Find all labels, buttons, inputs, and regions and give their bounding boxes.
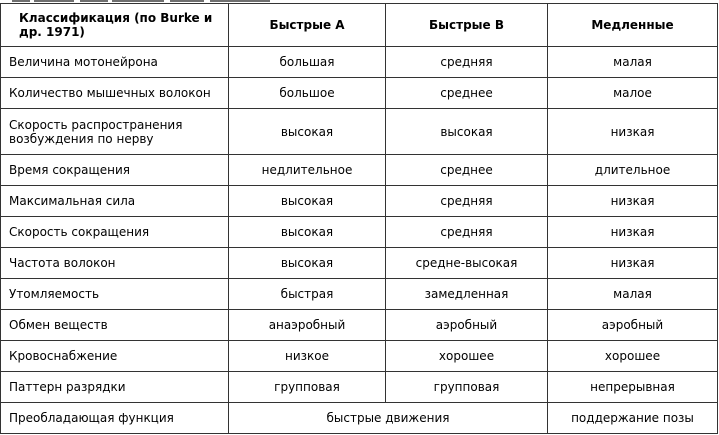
cell-fast-b: аэробный bbox=[386, 310, 548, 341]
cell-slow: малое bbox=[548, 78, 718, 109]
cell-slow: низкая bbox=[548, 217, 718, 248]
cell-fast-b: средняя bbox=[386, 217, 548, 248]
cell-fast-b: среднее bbox=[386, 155, 548, 186]
row-label: Скорость распространения возбуждения по нерву bbox=[1, 109, 229, 155]
table-row bbox=[1, 310, 718, 341]
cell-fast-b: средняя bbox=[386, 186, 548, 217]
cell-fast-a: высокая bbox=[229, 186, 386, 217]
cell-fast-a: недлительное bbox=[229, 155, 386, 186]
table-row bbox=[1, 109, 718, 155]
row-label: Кровоснабжение bbox=[1, 341, 229, 372]
cell-fast-a: высокая bbox=[229, 109, 386, 155]
cell-slow: хорошее bbox=[548, 341, 718, 372]
header-fast-b: Быстрые В bbox=[386, 4, 548, 47]
cell-slow: низкая bbox=[548, 186, 718, 217]
cell-fast-a: большое bbox=[229, 78, 386, 109]
cell-slow: малая bbox=[548, 279, 718, 310]
row-label: Количество мышечных волокон bbox=[1, 78, 229, 109]
table-row bbox=[1, 279, 718, 310]
row-label: Паттерн разрядки bbox=[1, 372, 229, 403]
table-row bbox=[1, 217, 718, 248]
row-label: Частота волокон bbox=[1, 248, 229, 279]
table-row bbox=[1, 248, 718, 279]
table-row-predominant-function bbox=[1, 403, 718, 434]
header-fast-a: Быстрые А bbox=[229, 4, 386, 47]
header-classification: Классификация (по Burke и др. 1971) bbox=[1, 4, 229, 47]
cell-slow: низкая bbox=[548, 109, 718, 155]
row-label: Утомляемость bbox=[1, 279, 229, 310]
cell-slow: непрерывная bbox=[548, 372, 718, 403]
table-row bbox=[1, 47, 718, 78]
row-label: Преобладающая функция bbox=[1, 403, 229, 434]
cell-fast-a: высокая bbox=[229, 217, 386, 248]
table-row bbox=[1, 186, 718, 217]
cell-fast-b: замедленная bbox=[386, 279, 548, 310]
header-slow: Медленные bbox=[548, 4, 718, 47]
cell-slow: длительное bbox=[548, 155, 718, 186]
cell-fast-b: хорошее bbox=[386, 341, 548, 372]
cell-fast-a: высокая bbox=[229, 248, 386, 279]
table-row bbox=[1, 155, 718, 186]
cell-fast-b: средняя bbox=[386, 47, 548, 78]
cell-fast-b: средне-высокая bbox=[386, 248, 548, 279]
row-label: Скорость сокращения bbox=[1, 217, 229, 248]
cell-fast-b: групповая bbox=[386, 372, 548, 403]
table-header-row bbox=[1, 4, 718, 47]
cell-fast-a: большая bbox=[229, 47, 386, 78]
cell-fast-b: высокая bbox=[386, 109, 548, 155]
cell-slow: низкая bbox=[548, 248, 718, 279]
row-label: Величина мотонейрона bbox=[1, 47, 229, 78]
cell-slow: малая bbox=[548, 47, 718, 78]
cell-fast-a: групповая bbox=[229, 372, 386, 403]
row-label: Максимальная сила bbox=[1, 186, 229, 217]
cell-fast-a: анаэробный bbox=[229, 310, 386, 341]
table-row bbox=[1, 372, 718, 403]
cell-slow: поддержание позы bbox=[548, 403, 718, 434]
table-row bbox=[1, 341, 718, 372]
cell-slow: аэробный bbox=[548, 310, 718, 341]
muscle-fiber-classification-table bbox=[0, 3, 718, 434]
cell-fast-a: быстрая bbox=[229, 279, 386, 310]
row-label: Обмен веществ bbox=[1, 310, 229, 341]
table-row bbox=[1, 78, 718, 109]
cell-fast-a: низкое bbox=[229, 341, 386, 372]
cell-fast-merged: быстрые движения bbox=[229, 403, 548, 434]
row-label: Время сокращения bbox=[1, 155, 229, 186]
cell-fast-b: среднее bbox=[386, 78, 548, 109]
